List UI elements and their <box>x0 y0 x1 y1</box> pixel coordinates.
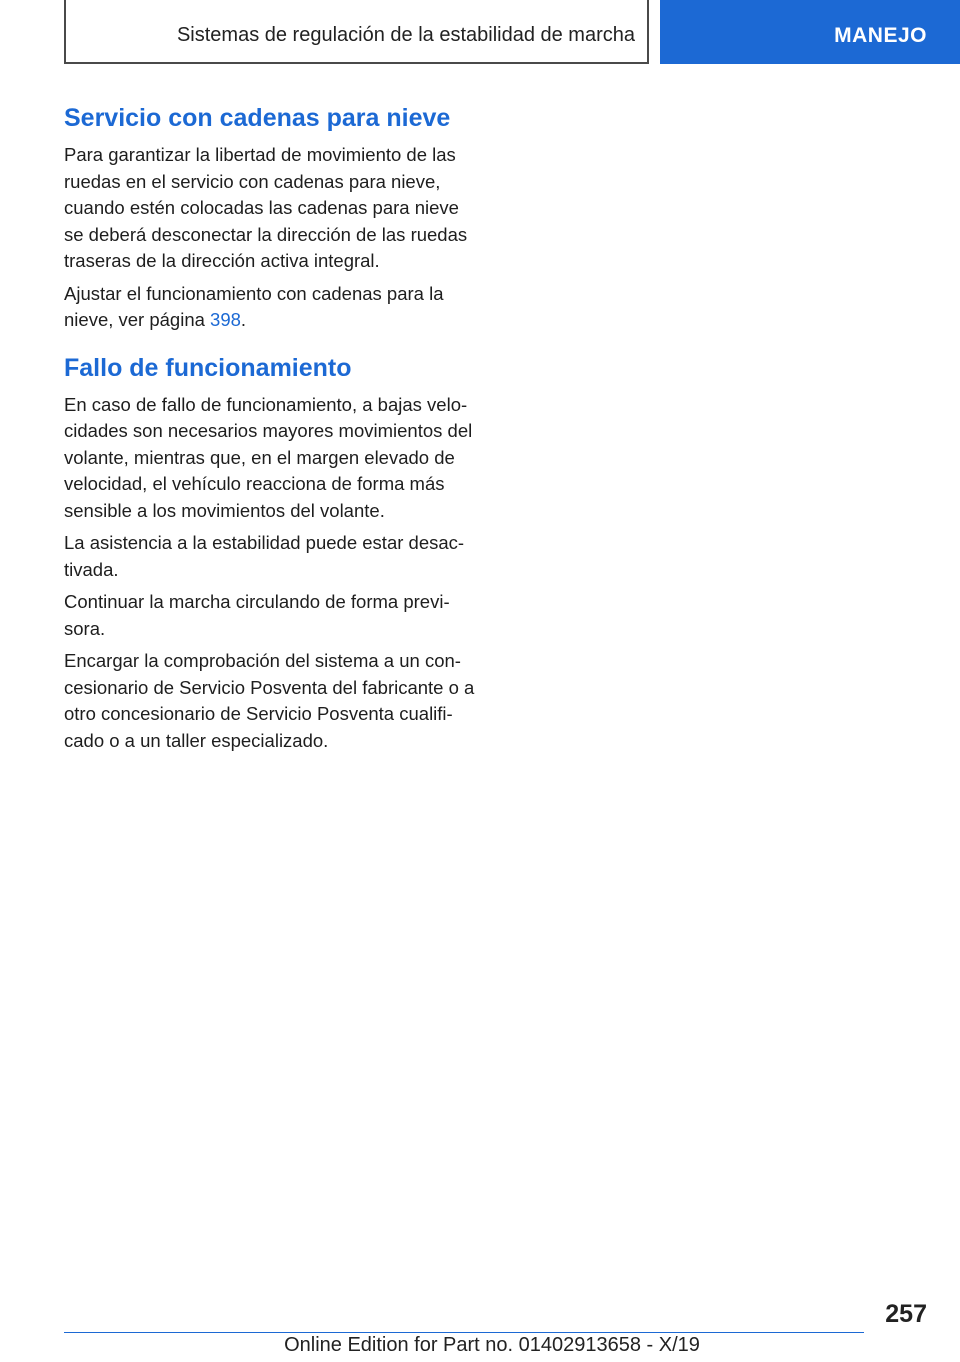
section-heading-snow-chains: Servicio con cadenas para nieve <box>64 104 451 132</box>
paragraph: La asistencia a la estabilidad puede estar desactivada. <box>64 532 465 580</box>
reference-text: Ajustar el funcionamiento con cadenas para la nieve, ver página <box>64 282 444 330</box>
header-running-title: Sistemas de regulación de la estabilidad de marcha <box>176 23 635 46</box>
chapter-tab-label: MANEJO <box>834 24 927 47</box>
section-heading-malfunction: Fallo de funcionamiento <box>64 353 352 382</box>
paragraph: En caso de fallo de funcionamiento, a bajas velocidades son necesarios mayores movimientos del volante, mientras que, en el margen elevado de velocidad, el vehículo reacciona de forma más sensible a los movimientos del volante. <box>64 393 473 521</box>
paragraph: Encargar la comprobación del sistema a un concesionario de Servicio Posventa del fabricante o a otro concesionario de Servicio Posventa cualificado o a un taller especializado. <box>64 650 475 751</box>
paragraph-reference <box>64 281 480 334</box>
page-number: 257 <box>885 1300 927 1328</box>
reference-text-end: . <box>240 309 247 330</box>
header-running-title-box <box>64 0 649 64</box>
page-content <box>64 100 480 760</box>
section-spacer <box>64 340 480 350</box>
paragraph: Continuar la marcha circulando de forma previsora. <box>64 591 450 639</box>
footer-divider <box>64 1332 864 1333</box>
page-link-398[interactable]: 398 <box>210 309 241 330</box>
footer-edition-text: Online Edition for Part no. 01402913658 - X/19 <box>284 1334 700 1356</box>
paragraph: Para garantizar la libertad de movimiento de las ruedas en el servicio con cadenas para nieve, cuando estén colocadas las cadenas para nieve se deberá desconectar la dirección de las ruedas traseras de la dirección activa integral. <box>64 144 468 271</box>
chapter-tab[interactable] <box>660 0 960 64</box>
